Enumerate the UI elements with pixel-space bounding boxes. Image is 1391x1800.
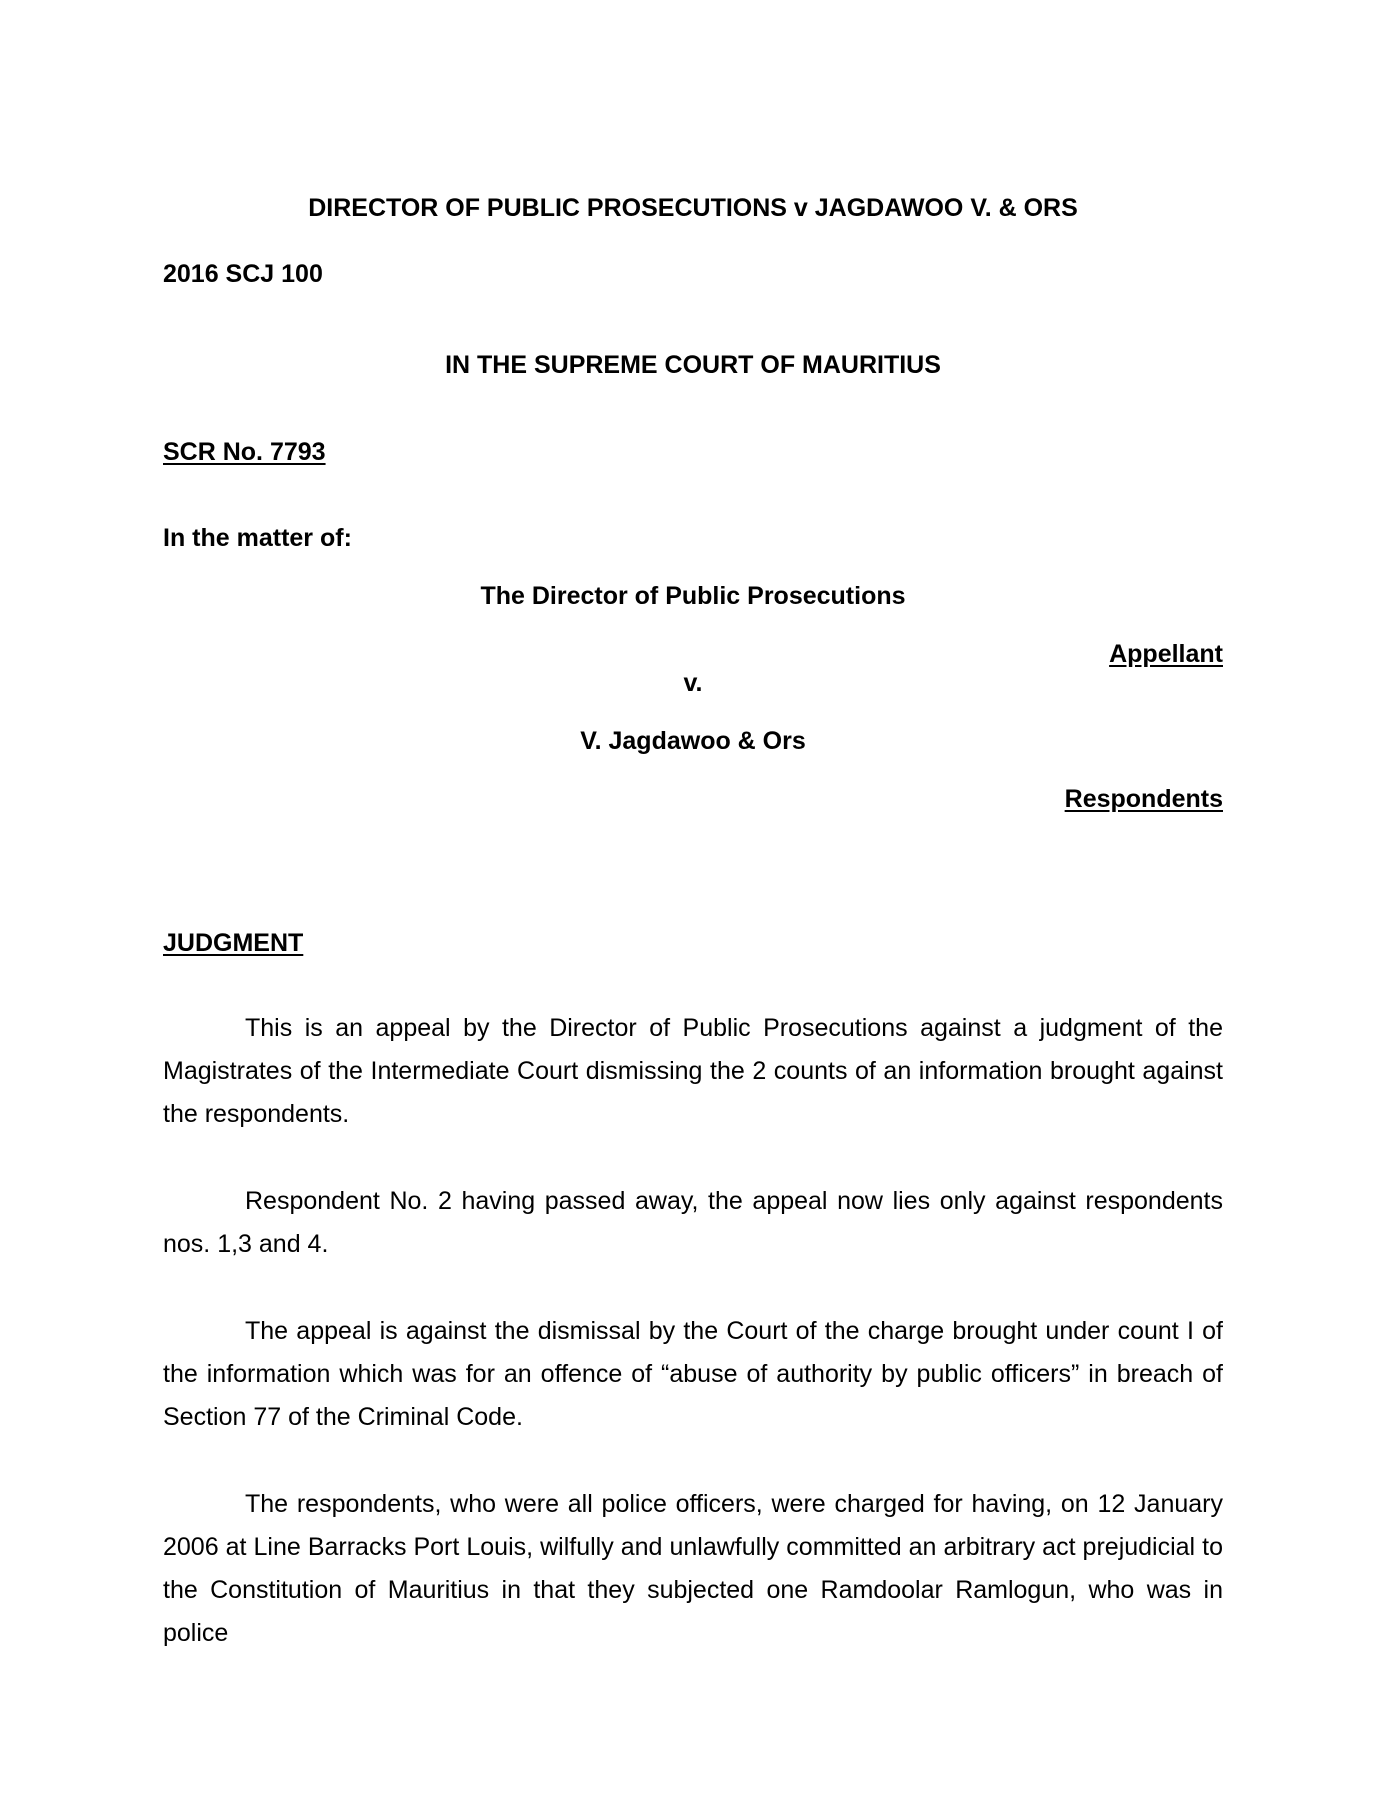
paragraph-3-text: The appeal is against the dismissal by the Court of the charge brought under count I of the information which was for an offence of “abuse of authority by public officers” in breach of Section 77 of the Criminal Code. xyxy=(163,1317,1223,1431)
paragraph-4 xyxy=(163,1483,1223,1655)
appellant-name: The Director of Public Prosecutions xyxy=(480,582,906,610)
citation: 2016 SCJ 100 xyxy=(163,260,323,288)
appellant-role: Appellant xyxy=(1109,640,1223,668)
case-number: SCR No. 7793 xyxy=(163,438,326,466)
case-title: DIRECTOR OF PUBLIC PROSECUTIONS v JAGDAWOO V. & ORS xyxy=(308,194,1078,222)
paragraph-2-text: Respondent No. 2 having passed away, the appeal now lies only against respondents nos. 1,3 and 4. xyxy=(163,1187,1223,1258)
court-name: IN THE SUPREME COURT OF MAURITIUS xyxy=(445,351,941,379)
paragraph-1-text: This is an appeal by the Director of Public Prosecutions against a judgment of the Magistrates of the Intermediate Court dismissing the 2 counts of an information brought against the respondents. xyxy=(163,1014,1223,1128)
section-heading: JUDGMENT xyxy=(163,929,304,957)
versus: v. xyxy=(683,669,703,697)
respondent-name: V. Jagdawoo & Ors xyxy=(580,727,806,755)
matter-label: In the matter of: xyxy=(163,524,352,552)
paragraph-4-text: The respondents, who were all police officers, were charged for having, on 12 January 2006 at Line Barracks Port Louis, wilfully and unlawfully committed an arbitrary act prejudicial to the Constitution of Mauritius in that they subjected one Ramdoolar Ramlogun, who was in police xyxy=(163,1490,1223,1647)
paragraph-3 xyxy=(163,1310,1223,1439)
paragraph-2 xyxy=(163,1180,1223,1266)
respondent-role: Respondents xyxy=(1064,785,1223,813)
paragraph-1 xyxy=(163,1007,1223,1136)
